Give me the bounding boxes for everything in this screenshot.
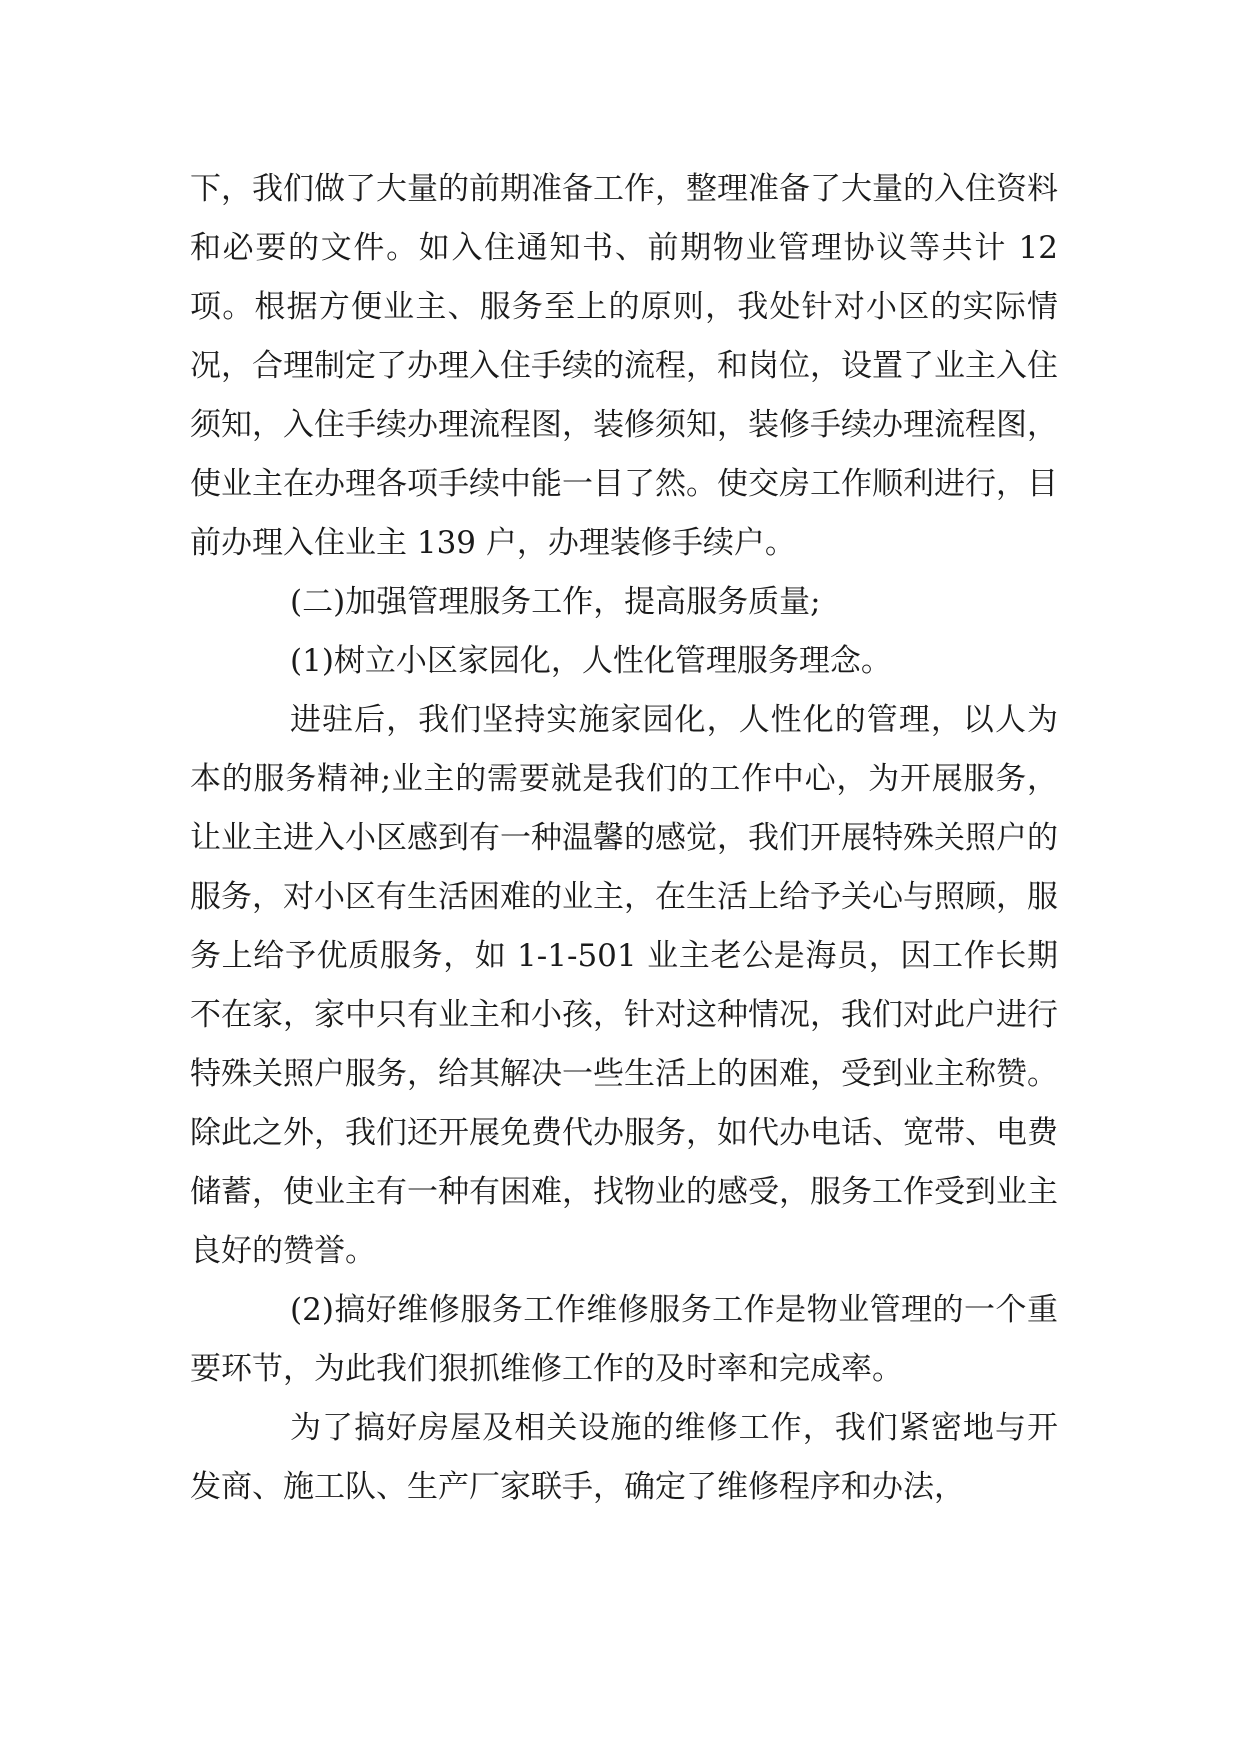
paragraph-4: 进驻后，我们坚持实施家园化，人性化的管理，以人为本的服务精神;业主的需要就是我们的工作中心，为开展服务，让业主进入小区感到有一种温馨的感觉，我们开展特殊关照户的服务，对小区有生活困难的业主，在生活上给予关心与照顾，服务上给予优质服务，如 1-1-501 业主老公是海员，因工作长期不在家，家中只有业主和小孩，针对这种情况，我们对此户进行特殊关照户服务，给其解决一些生活上的困难，受到业主称赞。除此之外，我们还开展免费代办服务，如代办电话、宽带、电费储蓄，使业主有一种有困难，找物业的感受，服务工作受到业主良好的赞誉。: [190, 702, 1058, 1269]
paragraph-5: (2)搞好维修服务工作维修服务工作是物业管理的一个重要环节，为此我们狠抓维修工作的及时率和完成率。: [190, 1292, 1058, 1387]
paragraph-2-heading: (二)加强管理服务工作，提高服务质量;: [290, 584, 821, 620]
paragraph-6: 为了搞好房屋及相关设施的维修工作，我们紧密地与开发商、施工队、生产厂家联手，确定了维修程序和办法，: [190, 1410, 1058, 1505]
document-body: [190, 160, 1058, 1517]
paragraph-3-subheading: (1)树立小区家园化，人性化管理服务理念。: [290, 643, 892, 679]
paragraph-1: 下，我们做了大量的前期准备工作，整理准备了大量的入住资料和必要的文件。如入住通知书、前期物业管理协议等共计 12 项。根据方便业主、服务至上的原则，我处针对小区的实际情况，合理制定了办理入住手续的流程，和岗位，设置了业主入住须知，入住手续办理流程图，装修须知，装修手续办理流程图，使业主在办理各项手续中能一目了然。使交房工作顺利进行，目前办理入住业主 139 户，办理装修手续户。: [190, 171, 1058, 561]
